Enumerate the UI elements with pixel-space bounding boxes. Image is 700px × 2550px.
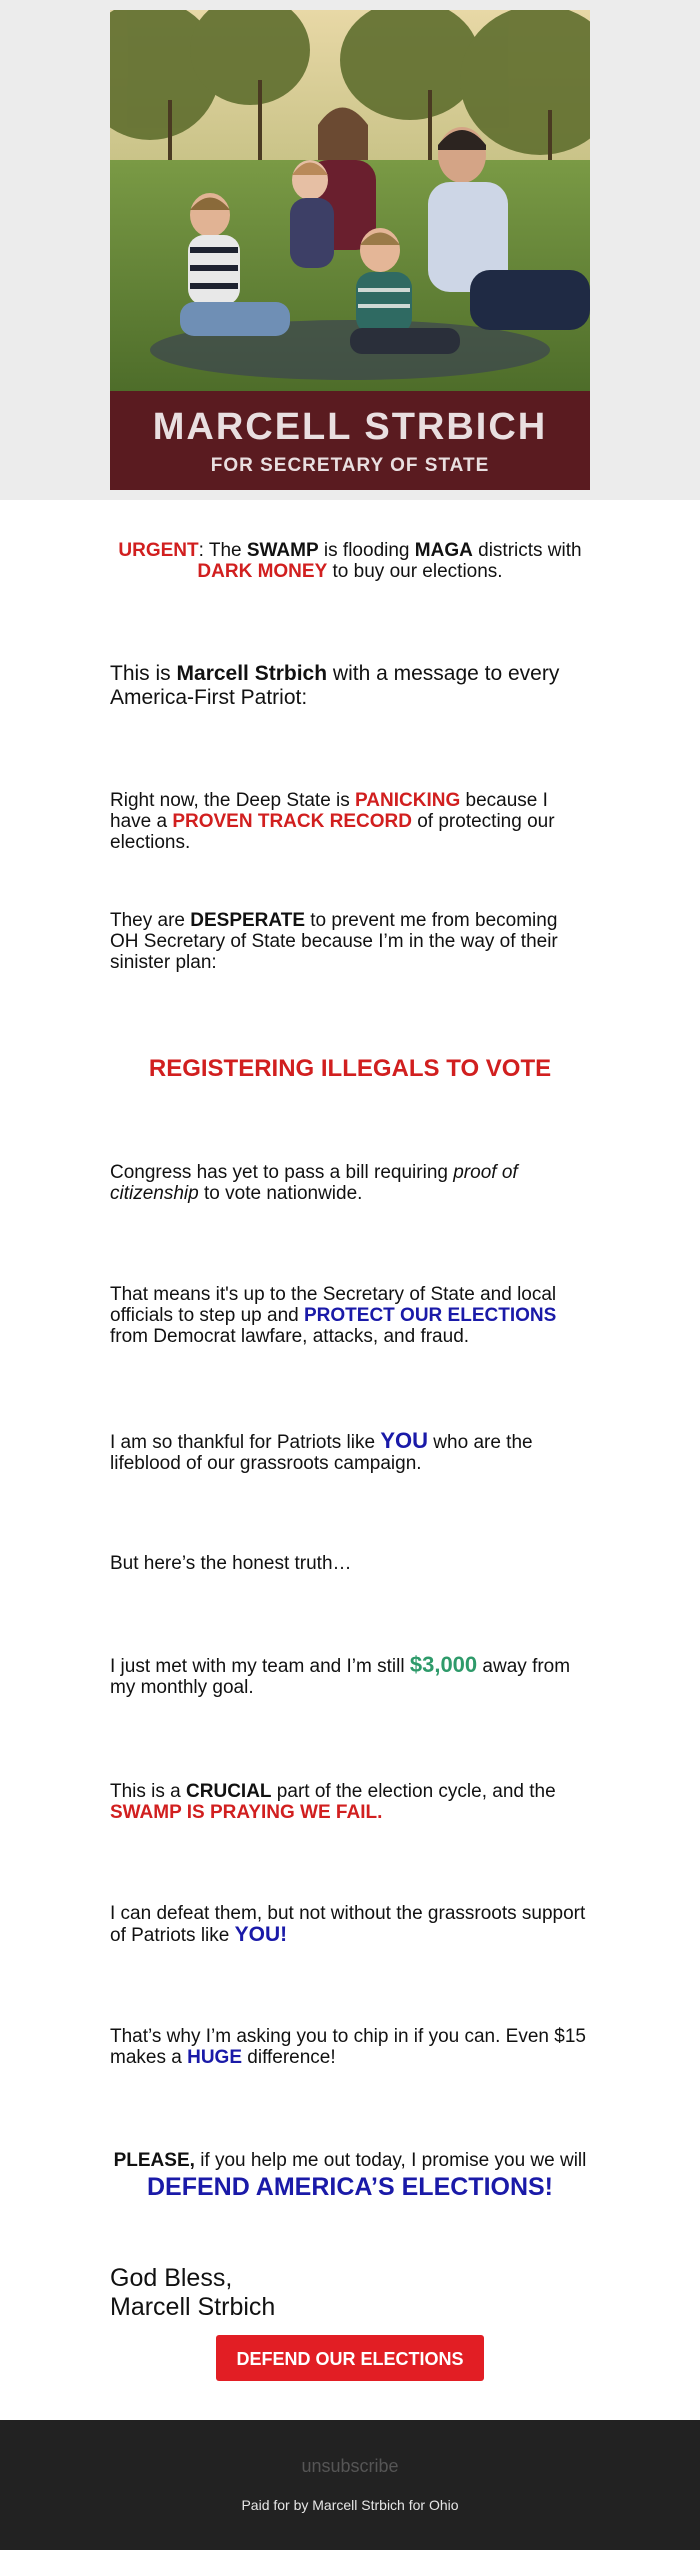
family-photo-illustration bbox=[110, 10, 590, 391]
paragraph-deep-state: Right now, the Deep State is PANICKING because I have a PROVEN TRACK RECORD of protecting our elections. bbox=[110, 790, 555, 853]
family-photo bbox=[110, 10, 590, 391]
intro-paragraph: This is Marcell Strbich with a message to every America-First Patriot: bbox=[110, 662, 560, 709]
candidate-name: MARCELL STRBICH bbox=[152, 406, 548, 448]
paragraph-congress: Congress has yet to pass a bill requiring proof of citizenship to vote nationwide. bbox=[110, 1162, 518, 1204]
paid-for-disclaimer: Paid for by Marcell Strbich for Ohio bbox=[241, 2497, 459, 2513]
paragraph-thankful: I am so thankful for Patriots like YOU who are the lifeblood of our grassroots campaign. bbox=[110, 1428, 533, 1474]
paragraph-goal: I just met with my team and I’m still $3,000 away from my monthly goal. bbox=[110, 1652, 571, 1698]
swamp-emphasis: SWAMP bbox=[246, 540, 319, 561]
hero-section bbox=[0, 0, 700, 500]
paragraph-chip-in: That’s why I’m asking you to chip in if you can. Even $15 makes a HUGE difference! bbox=[110, 2026, 586, 2068]
signoff: God Bless, Marcell Strbich bbox=[110, 2264, 590, 2322]
urgent-paragraph: URGENT: The SWAMP is flooding MAGA districts with DARK MONEY to buy our elections. bbox=[118, 540, 582, 582]
donate-cta-button[interactable]: DEFEND OUR ELECTIONS bbox=[216, 2335, 484, 2381]
paragraph-defeat: I can defeat them, but not without the grassroots support of Patriots like YOU! bbox=[110, 1903, 586, 1946]
candidate-banner bbox=[110, 391, 590, 490]
paragraph-please: PLEASE, if you help me out today, I promise you we will DEFEND AMERICA’S ELECTIONS! bbox=[113, 2150, 587, 2201]
headline-registering: REGISTERING ILLEGALS TO VOTE bbox=[148, 1055, 552, 1082]
unsubscribe-link[interactable]: unsubscribe bbox=[301, 2456, 399, 2476]
candidate-office: FOR SECRETARY OF STATE bbox=[210, 455, 490, 476]
email-body bbox=[0, 500, 700, 2420]
candidate-name-inline: Marcell Strbich bbox=[176, 662, 328, 685]
paragraph-desperate: They are DESPERATE to prevent me from becoming OH Secretary of State because I’m in the way of their sinister plan: bbox=[110, 910, 558, 973]
maga-emphasis: MAGA bbox=[414, 540, 473, 561]
goal-amount: $3,000 bbox=[409, 1652, 478, 1677]
urgent-label: URGENT bbox=[118, 540, 199, 561]
signoff-name: Marcell Strbich bbox=[110, 2293, 276, 2321]
paragraph-secretary: That means it's up to the Secretary of State and local officials to step up and PROTECT OUR ELECTIONS from Democrat lawfare, attacks, and fraud. bbox=[110, 1284, 557, 1347]
dark-money-emphasis: DARK MONEY bbox=[197, 561, 328, 582]
paragraph-crucial: This is a CRUCIAL part of the election cycle, and the SWAMP IS PRAYING WE FAIL. bbox=[110, 1781, 556, 1823]
paragraph-truth: But here’s the honest truth… bbox=[110, 1553, 352, 1574]
defend-headline: DEFEND AMERICA’S ELECTIONS! bbox=[146, 2173, 554, 2201]
footer bbox=[0, 2420, 700, 2550]
